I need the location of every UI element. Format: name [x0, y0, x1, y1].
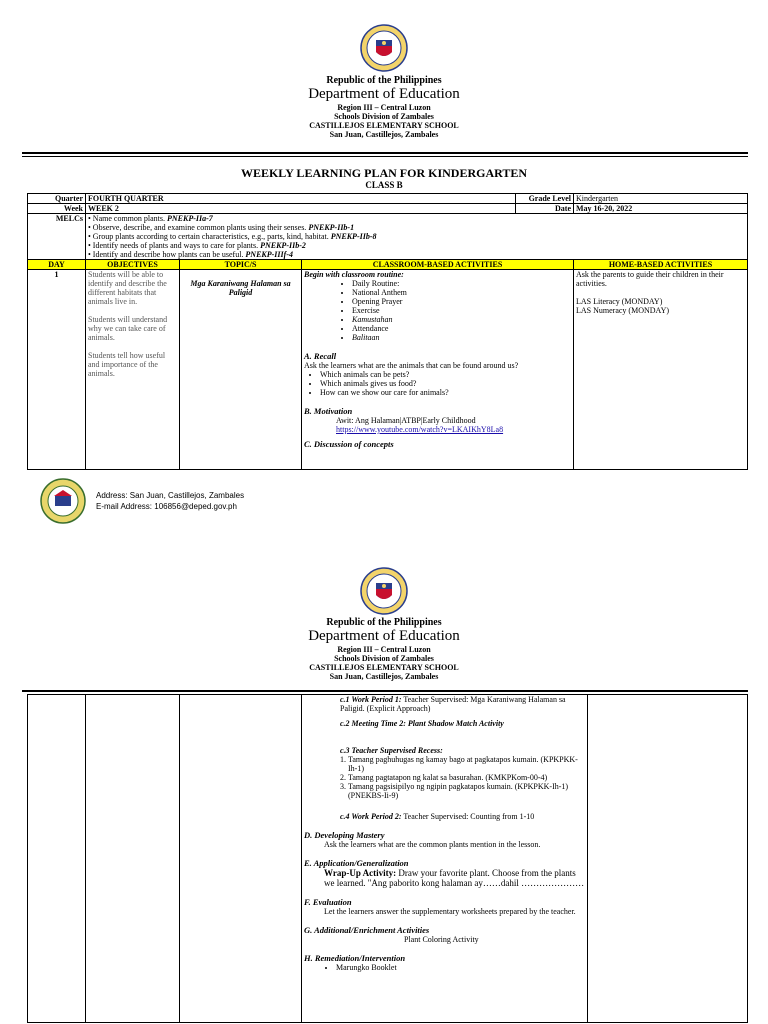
motivation-song: Awit: Ang Halaman|ATBP|Early Childhood: [336, 416, 476, 425]
melc-item: • Group plants according to certain characteristics, e.g., parts, kind, habitat. PNEKP-IIb-8: [88, 232, 377, 241]
melc-item: • Identify and describe how plants can be useful. PNEKP-IIIf-4: [88, 250, 293, 259]
enrichment-title: G. Additional/Enrichment Activities: [304, 925, 430, 935]
division-text: Schools Division of Zambales: [334, 654, 434, 663]
enrichment-text: Plant Coloring Activity: [404, 935, 479, 944]
quarter-label: Quarter: [28, 194, 86, 204]
objectives-cell: [86, 695, 180, 1023]
work-period-2: c.4 Work Period 2: Teacher Supervised: Counting from 1-10: [340, 812, 535, 821]
evaluation-title: F. Evaluation: [304, 897, 352, 907]
list-item: • Marungko Booklet: [336, 963, 585, 972]
header-rule: [22, 152, 748, 154]
objective-3: Students tell how useful and importance of the animals.: [88, 351, 166, 378]
region-text: Region III – Central Luzon: [337, 645, 431, 654]
day-cell: [28, 695, 86, 1023]
weekly-plan-table: [27, 193, 748, 470]
supervised-recess: c.3 Teacher Supervised Recess:: [340, 746, 443, 755]
date-label: Date: [516, 204, 574, 214]
school-text: CASTILLEJOS ELEMENTARY SCHOOL: [309, 663, 459, 672]
recess-list: [304, 755, 585, 800]
routine-list: [304, 279, 571, 342]
column-header-row: [28, 260, 748, 270]
col-day: DAY: [28, 260, 86, 270]
recall-intro: Ask the learners what are the animals that can be found around us?: [304, 361, 519, 370]
remediation-list: [304, 963, 585, 972]
footer-email: E-mail Address: 106856@deped.gov.ph: [96, 502, 237, 511]
list-item: 2. Tamang pagtatapon ng kalat sa basurahan. (KMKPKom-00-4): [348, 773, 585, 782]
quarter-row: [28, 194, 748, 204]
classroom-activities-cell: [302, 695, 588, 1023]
republic-text: Republic of the Philippines: [326, 75, 442, 86]
deped-seal-icon: [360, 24, 408, 72]
region-text: Region III – Central Luzon: [337, 103, 431, 112]
list-item: • Attendance: [352, 324, 571, 333]
list-item: • How can we show our care for animals?: [320, 388, 571, 397]
col-topics: TOPIC/S: [180, 260, 302, 270]
topic-cell: Mga Karaniwang Halaman sa Paligid: [180, 270, 302, 470]
routine-title: Begin with classroom routine:: [304, 270, 404, 279]
school-address-text: San Juan, Castillejos, Zambales: [329, 672, 439, 681]
col-home: HOME-BASED ACTIVITIES: [574, 260, 748, 270]
home-activities-cell: [588, 695, 748, 1023]
work-period-1: c.1 Work Period 1: Teacher Supervised: Mga Karaniwang Halaman sa Paligid. (Explicit Approach): [340, 695, 566, 713]
melcs-row: [28, 214, 748, 260]
school-text: CASTILLEJOS ELEMENTARY SCHOOL: [309, 121, 459, 130]
week-value: WEEK 2: [86, 204, 516, 214]
col-classroom: CLASSROOM-BASED ACTIVITIES: [302, 260, 574, 270]
plan-class: CLASS B: [365, 180, 403, 190]
list-item: 1. Tamang paghuhugas ng kamay bago at pagkatapos kumain. (KPKPKK-Ih-1): [348, 755, 585, 773]
list-item: • Daily Routine:: [352, 279, 571, 288]
wrap-up-activity: Wrap-Up Activity: Draw your favorite plant. Choose from the plants we learned. "Ang paborito kong halaman ay……dahil …………………: [324, 868, 585, 888]
developing-mastery-title: D. Developing Mastery: [304, 830, 385, 840]
application-title: E. Application/Generalization: [304, 858, 409, 868]
list-item: • Opening Prayer: [352, 297, 571, 306]
topic-cell: [180, 695, 302, 1023]
melcs-label: MELCs: [28, 214, 86, 260]
list-item: • Which animals can be pets?: [320, 370, 571, 379]
department-text: Department of Education: [308, 86, 460, 102]
developing-mastery-text: Ask the learners what are the common plants mention in the lesson.: [324, 840, 541, 849]
plan-title: WEEKLY LEARNING PLAN FOR KINDERGARTEN: [240, 166, 528, 180]
home-activity-1: Ask the parents to guide their children in their activities.: [576, 270, 724, 288]
list-item: • Balitaan: [352, 333, 571, 342]
grade-value: Kindergarten: [574, 194, 748, 204]
list-item: • Which animals gives us food?: [320, 379, 571, 388]
footer-address: Address: San Juan, Castillejos, Zambales: [96, 491, 245, 500]
home-activity-3: LAS Numeracy (MONDAY): [576, 306, 670, 315]
home-activity-2: LAS Literacy (MONDAY): [576, 297, 663, 306]
melc-item: • Observe, describe, and examine common plants using their senses. PNEKP-IIb-1: [88, 223, 355, 232]
page2-header: [0, 618, 768, 681]
objective-1: Students will be able to identify and describe the different habitats that animals live in.: [88, 270, 167, 306]
recall-list: [304, 370, 571, 397]
header-rule: [22, 690, 748, 692]
melc-item: • Name common plants. PNEKP-IIa-7: [88, 214, 213, 223]
day1-row: [28, 270, 748, 470]
plan-title-block: [0, 166, 768, 190]
classroom-activities-cell: [302, 270, 574, 470]
deped-seal-icon: [360, 567, 408, 615]
list-item: 3. Tamang pagsisipilyo ng ngipin pagkatapos kumain. (KPKPKK-Ih-1) (PNEKBS-Ii-9): [348, 782, 585, 800]
objective-2: Students will understand why we can take care of animals.: [88, 315, 168, 342]
day1-continued-row: [28, 695, 748, 1023]
col-objectives: OBJECTIVES: [86, 260, 180, 270]
list-item: • Kamustahan: [352, 315, 571, 324]
footer: [96, 490, 244, 512]
week-label: Week: [28, 204, 86, 214]
list-item: • National Anthem: [352, 288, 571, 297]
school-logo-icon: [40, 478, 86, 524]
list-item: • Exercise: [352, 306, 571, 315]
quarter-value: FOURTH QUARTER: [86, 194, 516, 204]
week-row: [28, 204, 748, 214]
meeting-time-2: c.2 Meeting Time 2: Plant Shadow Match Activity: [340, 719, 504, 728]
recall-title: A. Recall: [304, 351, 337, 361]
discussion-title: C. Discussion of concepts: [304, 439, 394, 449]
motivation-link[interactable]: https://www.youtube.com/watch?v=LKAIKhY8La8: [336, 425, 504, 434]
page1-header: [0, 76, 768, 139]
home-activities-cell: [574, 270, 748, 470]
melcs-list: [86, 214, 748, 260]
melc-item: • Identify needs of plants and ways to care for plants. PNEKP-IIb-2: [88, 241, 306, 250]
grade-label: Grade Level: [516, 194, 574, 204]
school-address-text: San Juan, Castillejos, Zambales: [329, 130, 439, 139]
weekly-plan-table-continued: [27, 694, 748, 1023]
evaluation-text: Let the learners answer the supplementary worksheets prepared by the teacher.: [324, 907, 576, 916]
objectives-cell: [86, 270, 180, 470]
remediation-title: H. Remediation/Intervention: [304, 953, 406, 963]
republic-text: Republic of the Philippines: [326, 617, 442, 628]
motivation-title: B. Motivation: [304, 406, 353, 416]
date-value: May 16-20, 2022: [574, 204, 748, 214]
day-number: 1: [28, 270, 86, 470]
department-text: Department of Education: [308, 628, 460, 644]
header-rule-thin: [22, 156, 748, 157]
division-text: Schools Division of Zambales: [334, 112, 434, 121]
